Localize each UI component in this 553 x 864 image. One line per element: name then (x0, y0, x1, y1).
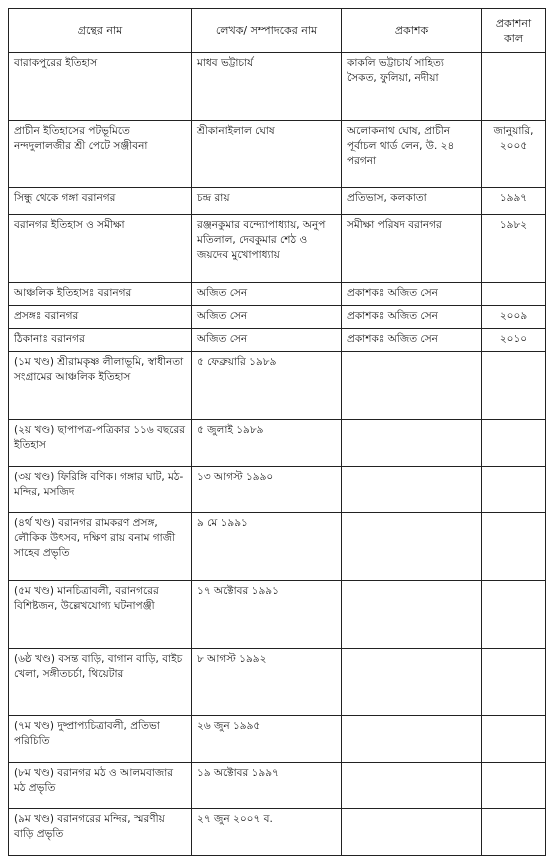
book-table (8, 8, 546, 856)
cell-year (482, 716, 546, 763)
cell-year (482, 282, 546, 305)
cell-publisher (342, 809, 482, 856)
header-author: লেখক/ সম্পাদকের নাম (192, 9, 342, 53)
cell-publisher (342, 762, 482, 809)
cell-title: (৮ম খণ্ড) বরানগর মঠ ও আলমবাজার মঠ প্রভৃতি (9, 762, 192, 809)
header-year: প্রকাশনা কাল (482, 9, 546, 53)
cell-year: ১৯৯৭ (482, 188, 546, 214)
table-row (9, 420, 546, 467)
cell-publisher (342, 513, 482, 581)
table-row (9, 214, 546, 282)
cell-year (482, 420, 546, 467)
table-row (9, 580, 546, 648)
cell-year: জানুয়ারি, ২০০৫ (482, 120, 546, 188)
cell-author: অজিত সেন (192, 282, 342, 305)
table-row (9, 188, 546, 214)
cell-title: আঞ্চলিক ইতিহাসঃ বরানগর (9, 282, 192, 305)
cell-year (482, 513, 546, 581)
cell-title: (৫ম খণ্ড) মানচিত্রাবলী, বরানগরের বিশিষ্টজন, উল্লেখযোগ্য ঘটনাপঞ্জী (9, 580, 192, 648)
cell-author: চন্দ্র রায় (192, 188, 342, 214)
cell-author: শ্রীকানাইলাল ঘোষ (192, 120, 342, 188)
cell-publisher (342, 648, 482, 716)
cell-year: ১৯৮২ (482, 214, 546, 282)
cell-author: ২৬ জুন ১৯৯৫ (192, 716, 342, 763)
cell-publisher: প্রকাশকঃ অজিত সেন (342, 282, 482, 305)
table-row (9, 466, 546, 513)
cell-author: মাধব ভট্টাচার্য (192, 53, 342, 121)
cell-author: ১৯ অক্টোবর ১৯৯৭ (192, 762, 342, 809)
table-row (9, 120, 546, 188)
cell-author: ৫ জুলাই ১৯৮৯ (192, 420, 342, 467)
cell-publisher: প্রকাশকঃ অজিত সেন (342, 329, 482, 352)
header-publisher: প্রকাশক (342, 9, 482, 53)
cell-year (482, 53, 546, 121)
table-row (9, 352, 546, 420)
cell-publisher (342, 716, 482, 763)
cell-title: বরানগর ইতিহাস ও সমীক্ষা (9, 214, 192, 282)
table-row (9, 329, 546, 352)
cell-publisher: প্রকাশকঃ অজিত সেন (342, 305, 482, 328)
header-row (9, 9, 546, 53)
book-list-document (8, 8, 545, 856)
cell-title: (৪র্থ খণ্ড) বরানগর রামকরণ প্রসঙ্গ, লৌকিক উৎসব, দক্ষিণ রায় বনাম গাজী সাহেব প্রভৃতি (9, 513, 192, 581)
cell-publisher: সমীক্ষা পরিষদ বরানগর (342, 214, 482, 282)
cell-author: অজিত সেন (192, 329, 342, 352)
cell-title: (৯ম খণ্ড) বরানগরের মন্দির, স্মরণীয় বাড়ি প্রভৃতি (9, 809, 192, 856)
cell-author: ১৭ অক্টোবর ১৯৯১ (192, 580, 342, 648)
cell-publisher: অলোকনাথ ঘোষ, প্রাচীন পূর্বাচল থার্ড লেন, উ. ২৪ পরগনা (342, 120, 482, 188)
table-row (9, 282, 546, 305)
table-row (9, 513, 546, 581)
cell-title: (৬ষ্ঠ খণ্ড) বসন্ত বাড়ি, বাগান বাড়ি, বাইচ খেলা, সঙ্গীতচর্চা, থিয়েটার (9, 648, 192, 716)
cell-author: ১৩ আগস্ট ১৯৯০ (192, 466, 342, 513)
cell-year (482, 762, 546, 809)
cell-title: প্রসঙ্গঃ বরানগর (9, 305, 192, 328)
cell-title: প্রাচীন ইতিহাসের পটভূমিতে নন্দদুলালজীর শ্রী পেটে সঞ্জীবনা (9, 120, 192, 188)
cell-title: (৭ম খণ্ড) দুষ্প্রাপ্যচিত্রাবলী, প্রতিভা পরিচিতি (9, 716, 192, 763)
cell-author: ৮ আগস্ট ১৯৯২ (192, 648, 342, 716)
cell-title: বারাকপুরের ইতিহাস (9, 53, 192, 121)
cell-year (482, 352, 546, 420)
cell-year: ২০১০ (482, 329, 546, 352)
cell-year (482, 580, 546, 648)
cell-year (482, 809, 546, 856)
cell-title: (৩য় খণ্ড) ফিরিঙ্গি বণিক। গঙ্গার ঘাট, মঠ-মন্দির, মসজিদ (9, 466, 192, 513)
cell-title: ঠিকানাঃ বরানগর (9, 329, 192, 352)
cell-publisher (342, 352, 482, 420)
cell-year: ২০০৯ (482, 305, 546, 328)
cell-author: ২৭ জুন ২০০৭ ব. (192, 809, 342, 856)
table-row (9, 648, 546, 716)
cell-title: সিন্ধু থেকে গঙ্গা বরানগর (9, 188, 192, 214)
cell-title: (১ম খণ্ড) শ্রীরামকৃষ্ণ লীলাভূমি, স্বাধীনতা সংগ্রামের আঞ্চলিক ইতিহাস (9, 352, 192, 420)
cell-title: (২য় খণ্ড) ছাপাপত্র-পত্রিকার ১১৬ বছরের ইতিহাস (9, 420, 192, 467)
cell-author: অজিত সেন (192, 305, 342, 328)
table-row (9, 305, 546, 328)
table-row (9, 809, 546, 856)
cell-year (482, 648, 546, 716)
cell-publisher: প্রতিভাস, কলকাতা (342, 188, 482, 214)
cell-author: ৯ মে ১৯৯১ (192, 513, 342, 581)
cell-publisher: কাকলি ভট্টাচার্য সাহিত্য সৈকত, ফুলিয়া, নদীয়া (342, 53, 482, 121)
table-row (9, 53, 546, 121)
table-row (9, 762, 546, 809)
cell-author: ৫ ফেব্রুয়ারি ১৯৮৯ (192, 352, 342, 420)
table-row (9, 716, 546, 763)
cell-publisher (342, 420, 482, 467)
header-title: গ্রন্থের নাম (9, 9, 192, 53)
cell-publisher (342, 466, 482, 513)
cell-author: রঞ্জনকুমার বন্দ্যোপাধ্যায়, অনুপ মতিলাল, দেবকুমার শেঠ ও জয়দেব মুখোপাধ্যায় (192, 214, 342, 282)
cell-year (482, 466, 546, 513)
cell-publisher (342, 580, 482, 648)
